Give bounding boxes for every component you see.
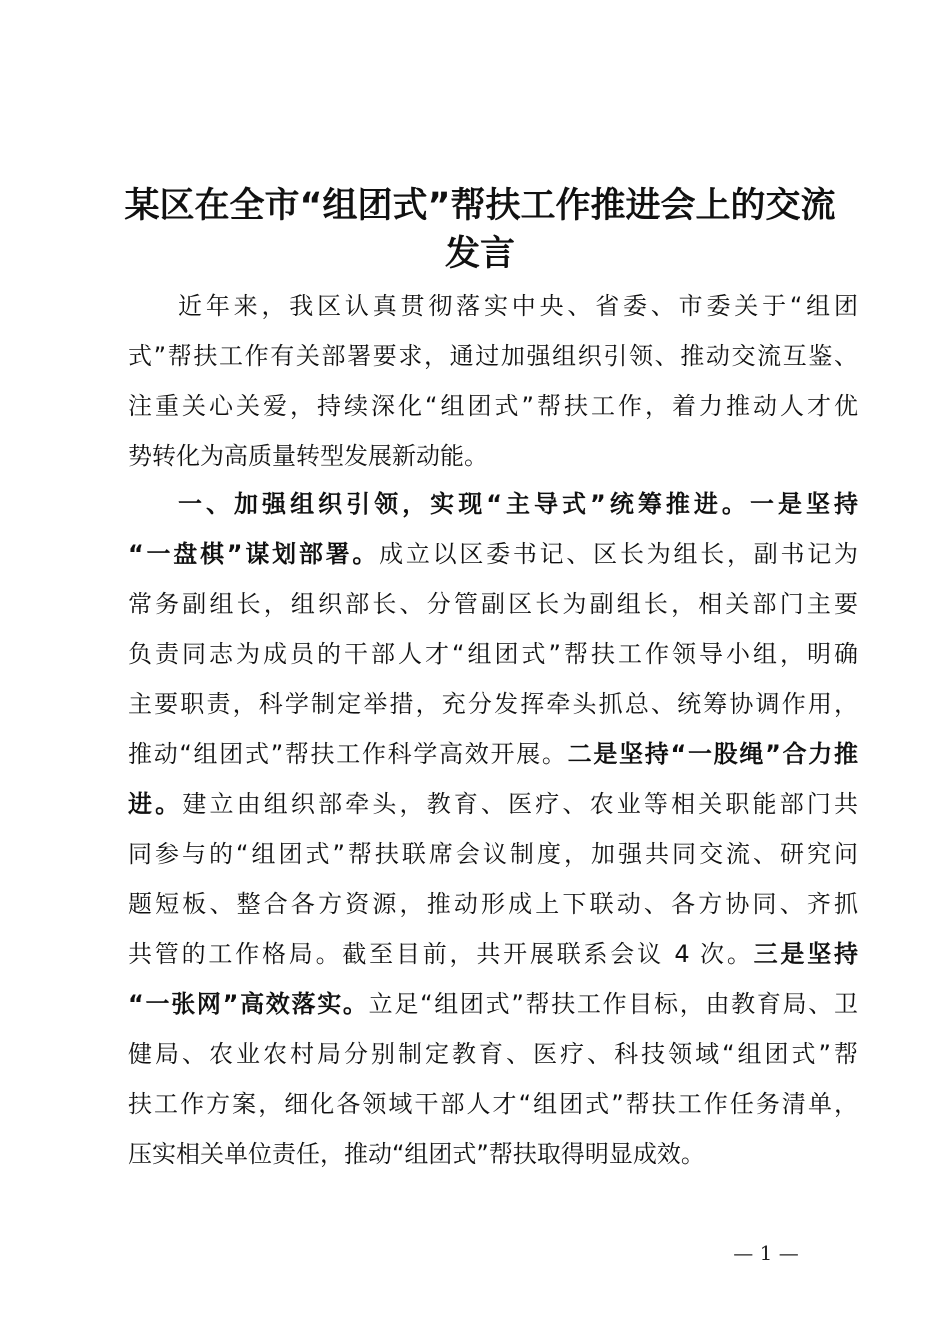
paragraph-line: 压实相关单位责任，推动“组团式”帮扶取得明显成效。 bbox=[128, 1140, 705, 1168]
document-title-line-2: 发言 bbox=[444, 234, 515, 274]
subpoint-one-heading: “一盘棋”谋划部署。 bbox=[128, 540, 380, 568]
subpoint-two-heading-end: 进。 bbox=[128, 790, 183, 818]
paragraph-line: 主要职责，科学制定举措，充分发挥牵头抓总、统筹协调作用， bbox=[128, 690, 858, 718]
paragraph-line: 健局、农业农村局分别制定教育、医疗、科技领域“组团式”帮 bbox=[128, 1040, 858, 1068]
paragraph-line bbox=[128, 929, 858, 979]
paragraph-line: 势转化为高质量转型发展新动能。 bbox=[128, 442, 488, 470]
paragraph-line: 近年来，我区认真贯彻落实中央、省委、市委关于“组团 bbox=[178, 292, 858, 320]
section-heading-line: 一、加强组织引领，实现“主导式”统筹推进。一是坚持 bbox=[178, 490, 858, 518]
section-one-paragraph bbox=[128, 479, 858, 1179]
paragraph-line: 扶工作方案，细化各领域干部人才“组团式”帮扶工作任务清单， bbox=[128, 1090, 858, 1118]
paragraph-line bbox=[128, 529, 858, 579]
paragraph-text: 推动“组团式”帮扶工作科学高效开展。 bbox=[128, 740, 568, 768]
paragraph-text: 建立由组织部牵头，教育、医疗、农业等相关职能部门共 bbox=[182, 790, 859, 818]
document-title-line-1: 某区在全市“组团式”帮扶工作推进会上的交流 bbox=[124, 186, 836, 226]
paragraph-text: 成立以区委书记、区长为组长，副书记为 bbox=[379, 540, 859, 568]
paragraph-text: 立足“组团式”帮扶工作目标，由教育局、卫 bbox=[368, 990, 859, 1018]
intro-paragraph bbox=[128, 281, 858, 481]
paragraph-line: 负责同志为成员的干部人才“组团式”帮扶工作领导小组，明确 bbox=[128, 640, 858, 668]
page-number: — 1 — bbox=[733, 1241, 799, 1265]
subpoint-three-heading: 三是坚持 bbox=[753, 940, 858, 968]
paragraph-line: 注重关心关爱，持续深化“组团式”帮扶工作，着力推动人才优 bbox=[128, 392, 858, 420]
paragraph-text: 共管的工作格局。截至目前，共开展联系会议 4 次。 bbox=[128, 940, 754, 968]
paragraph-line bbox=[128, 729, 858, 779]
paragraph-line bbox=[128, 979, 858, 1029]
paragraph-line: 题短板、整合各方资源，推动形成上下联动、各方协同、齐抓 bbox=[128, 890, 858, 918]
paragraph-line: 常务副组长，组织部长、分管副区长为副组长，相关部门主要 bbox=[128, 590, 858, 618]
subpoint-two-heading: 二是坚持“一股绳”合力推 bbox=[567, 740, 858, 768]
paragraph-line: 式”帮扶工作有关部署要求，通过加强组织引领、推动交流互鉴、 bbox=[128, 342, 858, 370]
paragraph-line bbox=[128, 779, 858, 829]
subpoint-three-heading-end: “一张网”高效落实。 bbox=[128, 990, 369, 1018]
paragraph-line: 同参与的“组团式”帮扶联席会议制度，加强共同交流、研究问 bbox=[128, 840, 858, 868]
